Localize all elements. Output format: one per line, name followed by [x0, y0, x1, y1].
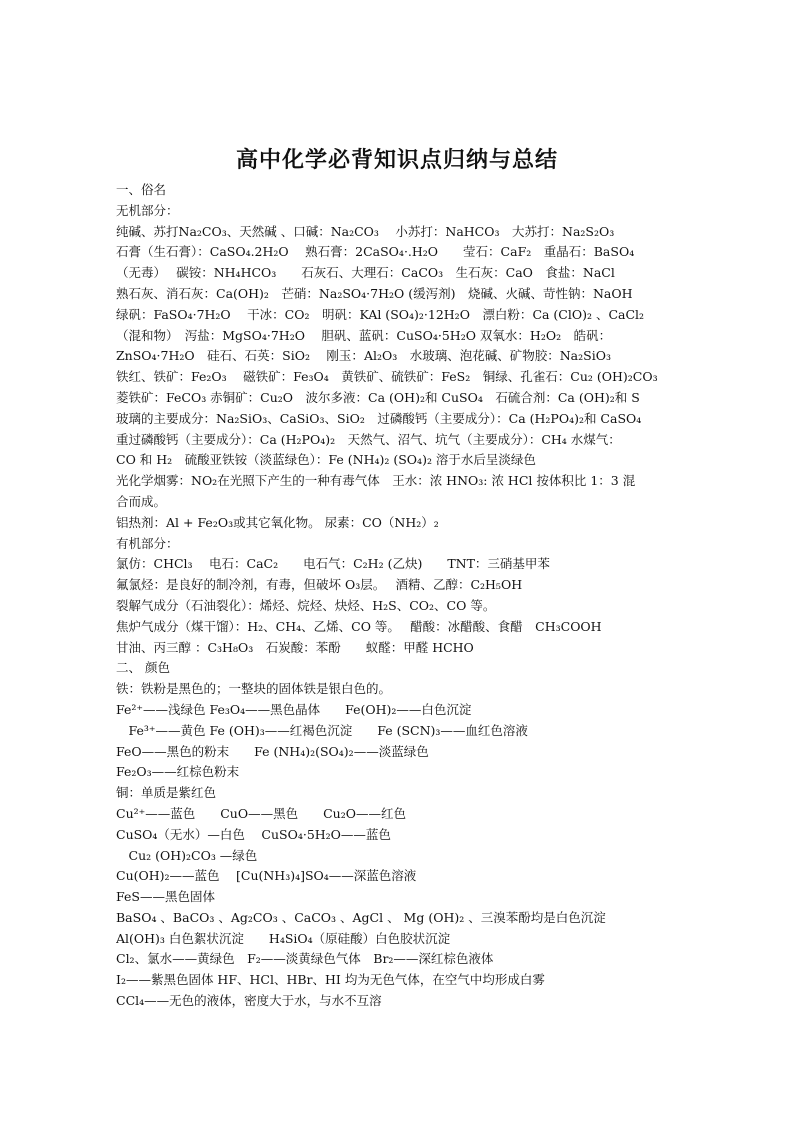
text-line: 二、 颜色 [116, 660, 170, 676]
text-line: 氯仿：CHCl₃ 电石：CaC₂ 电石气：C₂H₂ (乙炔) TNT：三硝基甲苯 [116, 556, 550, 572]
text-line: 合而成。 [116, 493, 167, 509]
text-line: Al(OH)₃ 白色絮状沉淀 H₄SiO₄（原硅酸）白色胶状沉淀 [116, 930, 451, 946]
text-line: 熟石灰、消石灰：Ca(OH)₂ 芒硝：Na₂SO₄·7H₂O (缓泻剂) 烧碱、火碱、苛性钠：NaOH [116, 285, 633, 301]
text-line: ZnSO₄·7H₂O 硅石、石英：SiO₂ 刚玉：Al₂O₃ 水玻璃、泡花碱、矿物胶：Na₂SiO₃ [116, 348, 611, 364]
text-line: 重过磷酸钙（主要成分）：Ca (H₂PO₄)₂ 天然气、沼气、坑气（主要成分）：CH₄ 水煤气： [116, 431, 621, 447]
text-line: 绿矾：FaSO₄·7H₂O 干冰：CO₂ 明矾：KAl (SO₄)₂·12H₂O 漂白粉：Ca (ClO)₂ 、CaCl₂ [116, 306, 645, 322]
text-line: Fe²⁺——浅绿色 Fe₃O₄——黑色晶体 Fe(OH)₂——白色沉淀 [116, 701, 472, 717]
text-line: 铜：单质是紫红色 [116, 785, 217, 801]
text-line: FeO——黑色的粉末 Fe (NH₄)₂(SO₄)₂——淡蓝绿色 [116, 743, 429, 759]
text-line: 玻璃的主要成分：Na₂SiO₃、CaSiO₃、SiO₂ 过磷酸钙（主要成分）：Ca (H₂PO₄)₂和 CaSO₄ [116, 410, 642, 426]
text-line: 菱铁矿：FeCO₃ 赤铜矿：Cu₂O 波尔多液：Ca (OH)₂和 CuSO₄ 石硫合剂：Ca (OH)₂和 S [116, 389, 640, 405]
text-line: 无机部分： [116, 202, 179, 218]
text-line: 纯碱、苏打Na₂CO₃、天然碱 、口碱：Na₂CO₃ 小苏打：NaHCO₃ 大苏打：Na₂S₂O₃ [116, 223, 615, 239]
text-line: CuSO₄（无水）—白色 CuSO₄·5H₂O——蓝色 [116, 826, 391, 842]
text-line: 石膏（生石膏）：CaSO₄.2H₂O 熟石膏：2CaSO₄·.H₂O 莹石：CaF₂ 重晶石：BaSO₄ [116, 244, 635, 260]
text-line: 氟氯烃：是良好的制冷剂，有毒，但破坏 O₃层。 酒精、乙醇：C₂H₅OH [116, 577, 523, 593]
text-line: Fe³⁺——黄色 Fe (OH)₃——红褐色沉淀 Fe (SCN)₃——血红色溶液 [116, 722, 528, 738]
text-line: 铁红、铁矿：Fe₂O₃ 磁铁矿：Fe₃O₄ 黄铁矿、硫铁矿：FeS₂ 铜绿、孔雀石：Cu₂ (OH)₂CO₃ [116, 369, 658, 385]
text-line: FeS——黑色固体 [116, 889, 215, 905]
text-line: I₂——紫黑色固体 HF、HCl、HBr、HI 均为无色气体，在空气中均形成白雾 [116, 972, 545, 988]
text-line: 焦炉气成分（煤干馏）：H₂、CH₄、乙烯、CO 等。 醋酸：冰醋酸、食醋 CH₃COOH [116, 618, 602, 634]
text-line: Fe₂O₃——红棕色粉末 [116, 764, 240, 780]
text-line: 甘油、丙三醇 ：C₃H₈O₃ 石炭酸：苯酚 蚁醛：甲醛 HCHO [116, 639, 474, 655]
text-line: 有机部分： [116, 535, 179, 551]
document-body [116, 180, 678, 1012]
text-line: BaSO₄ 、BaCO₃ 、Ag₂CO₃ 、CaCO₃ 、AgCl 、 Mg (OH)₂ 、三溴苯酚均是白色沉淀 [116, 909, 606, 925]
text-line: CCl₄——无色的液体，密度大于水，与水不互溶 [116, 993, 382, 1009]
text-line: Cu(OH)₂——蓝色 [Cu(NH₃)₄]SO₄——深蓝色溶液 [116, 868, 417, 884]
text-line: 铝热剂：Al + Fe₂O₃或其它氧化物。 尿素：CO（NH₂）₂ [116, 514, 439, 530]
text-line: 铁：铁粉是黑色的；一整块的固体铁是银白色的。 [116, 681, 392, 697]
text-line: 光化学烟雾：NO₂在光照下产生的一种有毒气体 王水：浓 HNO₃: 浓 HCl 按体积比 1：3 混 [116, 473, 636, 489]
text-line: （混和物） 泻盐：MgSO₄·7H₂O 胆矾、蓝矾：CuSO₄·5H₂O 双氧水：H₂O₂ 皓矾： [116, 327, 612, 343]
text-line: Cl₂、氯水——黄绿色 F₂——淡黄绿色气体 Br₂——深红棕色液体 [116, 951, 494, 967]
text-line: Cu²⁺——蓝色 CuO——黑色 Cu₂O——红色 [116, 805, 406, 821]
text-line: 一、俗名 [116, 182, 167, 197]
page-title: 高中化学必背知识点归纳与总结 [235, 147, 558, 173]
text-line: Cu₂ (OH)₂CO₃ —绿色 [116, 847, 258, 863]
text-line: CO 和 H₂ 硫酸亚铁铵（淡蓝绿色）：Fe (NH₄)₂ (SO₄)₂ 溶于水后呈淡绿色 [116, 452, 536, 468]
text-line: （无毒） 碳铵：NH₄HCO₃ 石灰石、大理石：CaCO₃ 生石灰：CaO 食盐：NaCl [116, 265, 615, 281]
text-line: 裂解气成分（石油裂化）：烯烃、烷烃、炔烃、H₂S、CO₂、CO 等。 [116, 597, 496, 613]
